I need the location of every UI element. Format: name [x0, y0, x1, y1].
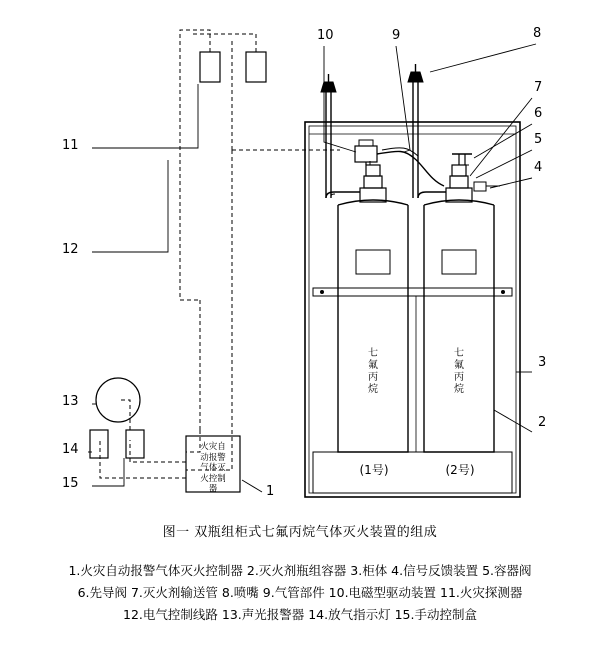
- callout-12: 12: [62, 242, 79, 257]
- sound-light-alarm: [96, 378, 140, 422]
- callout-11: 11: [62, 138, 79, 153]
- figure-legend: [0, 560, 600, 626]
- callout-8: 8: [533, 26, 542, 41]
- nozzle-left: [321, 82, 336, 92]
- gas-release-indicator: [90, 430, 108, 458]
- callout-6: 6: [534, 106, 543, 121]
- controller-box-label: 火灾自动报警气体灭火控制器: [200, 442, 226, 494]
- fire-detector-1: [200, 52, 220, 82]
- manual-control-box: [126, 430, 144, 458]
- callout-7: 7: [534, 80, 543, 95]
- callout-4: 4: [534, 160, 543, 175]
- cylinder-1: [338, 205, 408, 452]
- cylinder-2-agent-label: 七氟丙烷: [454, 348, 464, 395]
- cylinder-2-name: (2号): [445, 463, 475, 477]
- cabinet-support-bar: [313, 288, 512, 296]
- cylinder-1-name: (1号): [359, 463, 389, 477]
- electrical-control-lines: [100, 30, 340, 478]
- gas-pipe-assembly: [377, 151, 444, 186]
- callout-10: 10: [317, 28, 334, 43]
- callout-13: 13: [62, 394, 79, 409]
- callout-3: 3: [538, 355, 547, 370]
- callout-14: 14: [62, 442, 79, 457]
- legend-line-2: 6.先导阀 7.灭火剂输送管 8.喷嘴 9.气管部件 10.电磁型驱动装置 11.火灾探测器: [77, 585, 523, 600]
- nozzle-right: [408, 72, 423, 82]
- callout-1: 1: [266, 484, 275, 499]
- callout-15: 15: [62, 476, 79, 491]
- legend-line-3: 12.电气控制线路 13.声光报警器 14.放气指示灯 15.手动控制盒: [123, 607, 477, 622]
- figure-caption: 图一 双瓶组柜式七氟丙烷气体灭火装置的组成: [162, 525, 438, 540]
- legend-line-1: 1.火灾自动报警气体灭火控制器 2.灭火剂瓶组容器 3.柜体 4.信号反馈装置 5.容器阀: [68, 563, 532, 578]
- callout-2: 2: [538, 415, 547, 430]
- fire-detector-2: [246, 52, 266, 82]
- cylinder-1-agent-label: 七氟丙烷: [368, 348, 378, 395]
- callout-leader-lines: [88, 44, 536, 492]
- callout-9: 9: [392, 28, 401, 43]
- cylinder-2: [424, 205, 494, 452]
- signal-feedback-device: [474, 182, 486, 191]
- solenoid-actuator: [355, 146, 377, 162]
- callout-5: 5: [534, 132, 543, 147]
- cylinder-2-plate: [442, 250, 476, 274]
- cylinder-1-plate: [356, 250, 390, 274]
